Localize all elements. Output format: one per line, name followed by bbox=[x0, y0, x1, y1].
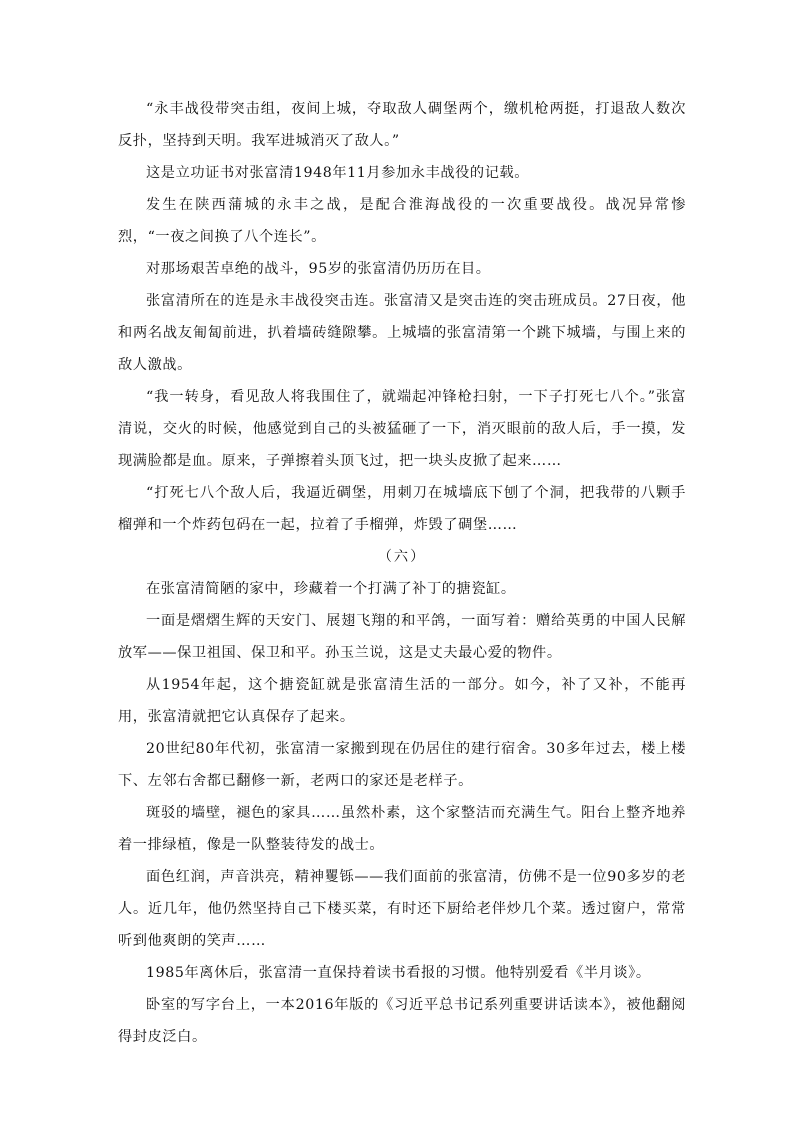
paragraph-13: 面色红润，声音洪亮，精神矍铄——我们面前的张富清，仿佛不是一位90多岁的老人。近几年，他仍然坚持自己下楼买菜，有时还下厨给老伴炒几个菜。透过窗户，常常听到他爽朗的笑声…… bbox=[118, 869, 686, 949]
paragraph-2: 这是立功证书对张富清1948年11月参加永丰战役的记载。 bbox=[146, 165, 530, 181]
paragraph-3: 发生在陕西蒲城的永丰之战，是配合淮海战役的一次重要战役。战况异常惨烈，“一夜之间换了八个连长”。 bbox=[118, 197, 686, 245]
paragraph-10: 从1954年起，这个搪瓷缸就是张富清生活的一部分。如今，补了又补，不能再用，张富清就把它认真保存了起来。 bbox=[118, 677, 686, 725]
paragraph-15: 卧室的写字台上，一本2016年版的《习近平总书记系列重要讲话读本》，被他翻阅得封皮泛白。 bbox=[118, 997, 686, 1045]
paragraph-11: 20世纪80年代初，张富清一家搬到现在仍居住的建行宿舍。30多年过去，楼上楼下、左邻右舍都已翻修一新，老两口的家还是老样子。 bbox=[118, 741, 686, 789]
document-page bbox=[118, 93, 686, 1053]
paragraph-9: 一面是熠熠生辉的天安门、展翅飞翔的和平鸽，一面写着：赠给英勇的中国人民解放军——保卫祖国、保卫和平。孙玉兰说，这是丈夫最心爱的物件。 bbox=[118, 613, 686, 661]
paragraph-8: 在张富清简陋的家中，珍藏着一个打满了补丁的搪瓷缸。 bbox=[146, 581, 516, 597]
paragraph-5: 张富清所在的连是永丰战役突击连。张富清又是突击连的突击班成员。27日夜，他和两名战友匍匐前进，扒着墙砖缝隙攀。上城墙的张富清第一个跳下城墙，与围上来的敌人激战。 bbox=[118, 293, 686, 373]
paragraph-12: 斑驳的墙壁，褪色的家具……虽然朴素，这个家整洁而充满生气。阳台上整齐地养着一排绿植，像是一队整装待发的战士。 bbox=[118, 805, 686, 853]
paragraph-14: 1985年离休后，张富清一直保持着读书看报的习惯。他特别爱看《半月谈》。 bbox=[146, 965, 651, 981]
paragraph-7: “打死七八个敌人后，我逼近碉堡，用刺刀在城墙底下刨了个洞，把我带的八颗手榴弹和一个炸药包码在一起，拉着了手榴弹，炸毁了碉堡…… bbox=[118, 485, 686, 533]
paragraph-6: “我一转身，看见敌人将我围住了，就端起冲锋枪扫射，一下子打死七八个。”张富清说，交火的时候，他感觉到自己的头被猛砸了一下，消灭眼前的敌人后，手一摸，发现满脸都是血。原来，子弹擦着头顶飞过，把一块头皮掀了起来…… bbox=[118, 389, 686, 469]
section-heading: （六） bbox=[377, 549, 427, 565]
paragraph-1: “永丰战役带突击组，夜间上城，夺取敌人碉堡两个，缴机枪两挺，打退敌人数次反扑，坚持到天明。我军进城消灭了敌人。” bbox=[118, 101, 686, 149]
paragraph-4: 对那场艰苦卓绝的战斗，95岁的张富清仍历历在目。 bbox=[146, 261, 491, 277]
